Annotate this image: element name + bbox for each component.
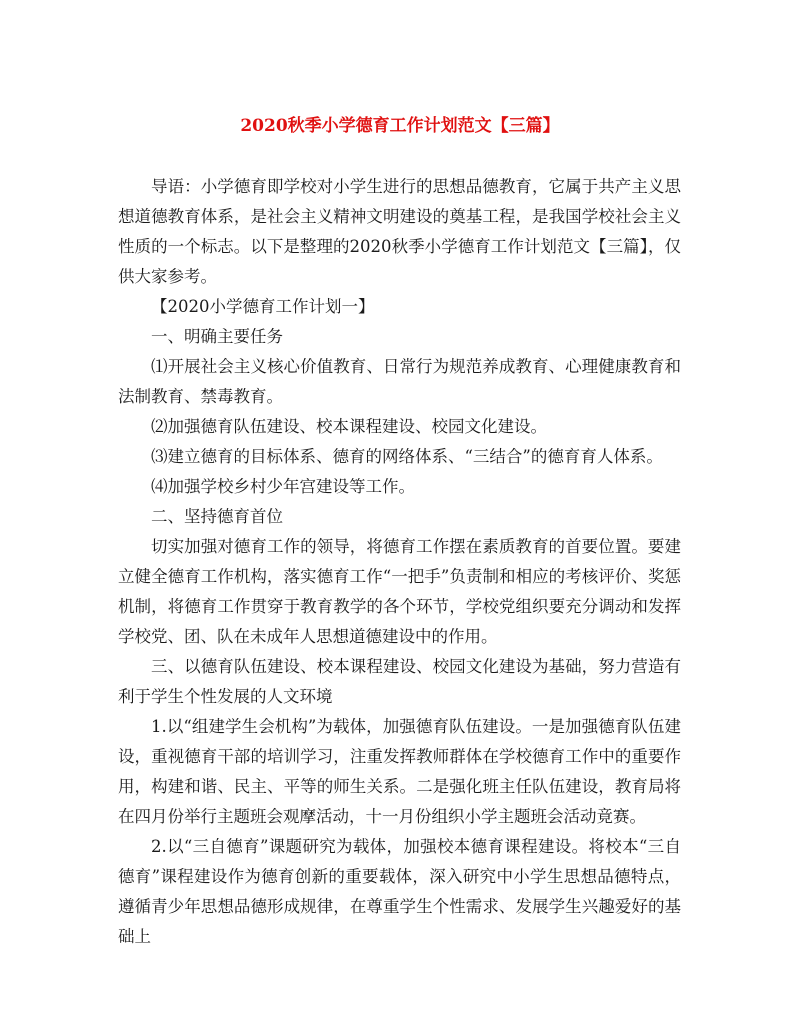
item-student-union: 1.以“组建学生会机构”为载体，加强德育队伍建设。一是加强德育队伍建设，重视德育干部的培训学习，注重发挥教师群体在学校德育工作中的重要作用，构建和谐、民主、平等的师生关系。二是强化班主任队伍建设，教育局将在四月份举行主题班会观摩活动，十一月份组织小学主题班会活动竟赛。	[118, 717, 681, 826]
task-item-1: ⑴开展社会主义核心价值教育、日常行为规范养成教育、心理健康教育和法制教育、禁毒教育。	[118, 357, 681, 406]
heading-main-tasks: 一、明确主要任务	[151, 327, 283, 346]
item-three-self-moral: 2.以“三自德育”课题研究为载体，加强校本德育课程建设。将校本“三自德育”课程建设作为德育创新的重要载体，深入研究中小学生思想品德特点，遵循青少年思想品德形成规律，在尊重学生个性需求、发展学生兴趣爱好的基础上	[118, 837, 681, 946]
moral-first-paragraph: 切实加强对德育工作的领导，将德育工作摆在素质教育的首要位置。要建立健全德育工作机构，落实德育工作“一把手”负责制和相应的考核评价、奖惩机制，将德育工作贯穿于教育教学的各个环节，学校党组织要充分调动和发挥学校党、团、队在未成年人思想道德建设中的作用。	[118, 537, 681, 646]
task-item-4: ⑷加强学校乡村少年宫建设等工作。	[151, 477, 415, 496]
document-body	[118, 172, 681, 952]
task-item-2: ⑵加强德育队伍建设、校本课程建设、校园文化建设。	[151, 417, 547, 436]
intro-paragraph: 导语：小学德育即学校对小学生进行的思想品德教育，它属于共产主义思想道德教育体系，是社会主义精神文明建设的奠基工程，是我国学校社会主义性质的一个标志。以下是整理的2020秋季小学德育工作计划范文【三篇】，仅供大家参考。	[118, 177, 681, 286]
document-title: 2020秋季小学德育工作计划范文【三篇】	[240, 116, 560, 136]
heading-section-three: 三、以德育队伍建设、校本课程建设、校园文化建设为基础，努力营造有利于学生个性发展的人文环境	[118, 657, 681, 706]
task-item-3: ⑶建立德育的目标体系、德育的网络体系、“三结合”的德育育人体系。	[151, 447, 663, 466]
heading-moral-first: 二、坚持德育首位	[151, 507, 283, 526]
section-heading-plan-one: 【2020小学德育工作计划一】	[151, 297, 375, 316]
